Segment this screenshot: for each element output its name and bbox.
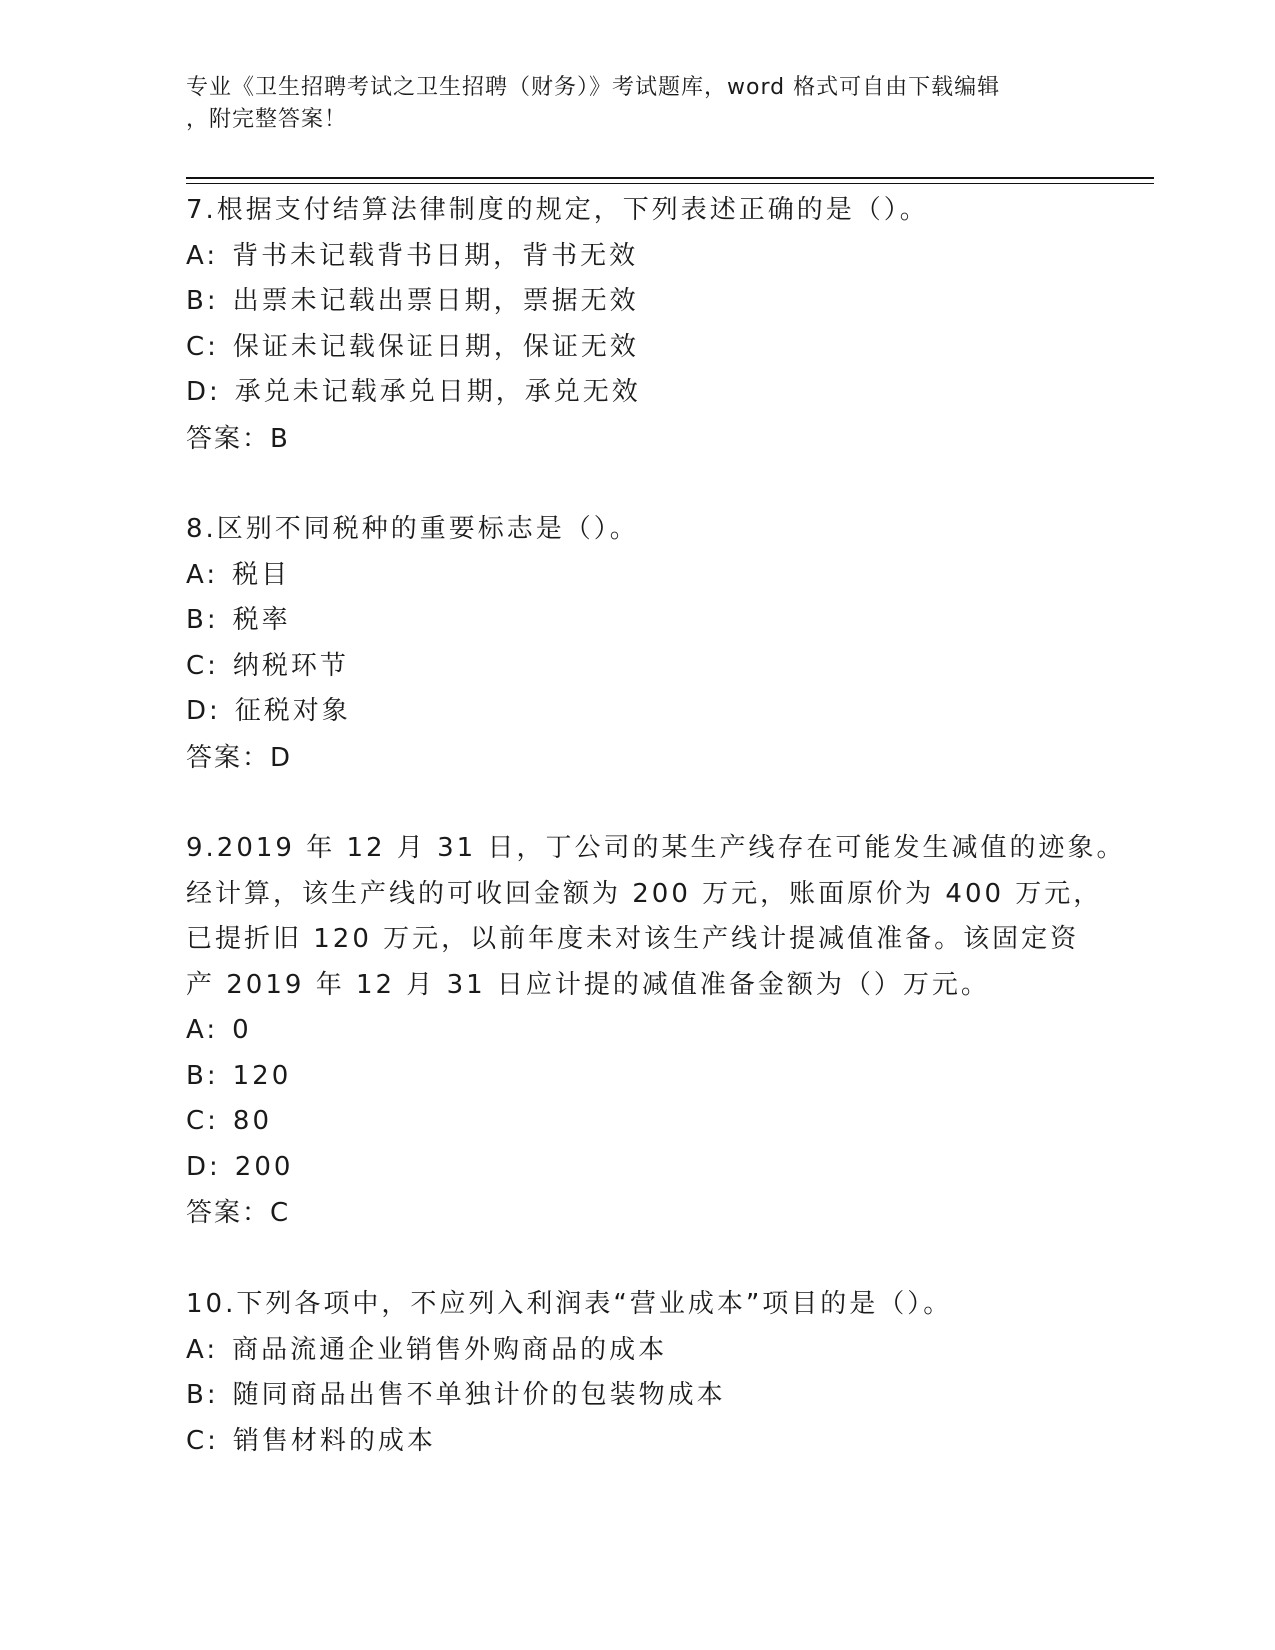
option-a (186, 1328, 1086, 1374)
header-divider-thick (186, 177, 1154, 179)
question-9 (186, 826, 1126, 1236)
option-b (186, 1373, 1086, 1419)
question-10 (186, 1282, 1086, 1464)
document-header (186, 72, 1086, 136)
option-key: A: (186, 1015, 219, 1045)
option-key: D: (186, 1151, 221, 1182)
option-text: 背书未记载背书日期，背书无效 (232, 240, 639, 271)
question-stem: 7.根据支付结算法律制度的规定，下列表述正确的是（）。 (186, 195, 929, 225)
option-key: C: (186, 650, 219, 681)
option-b (186, 279, 1086, 325)
header-line-1: 专业《卫生招聘考试之卫生招聘（财务）》考试题库，word 格式可自由下载编辑 (186, 75, 1001, 100)
question-stem-line-1: 9.2019 年 12 月 31 日，丁公司的某生产线存在可能发生减值的迹象。 (186, 833, 1126, 863)
option-key: B: (186, 286, 219, 316)
option-key: D: (186, 696, 221, 726)
option-text: 200 (234, 1151, 294, 1182)
option-text: 保证未记载保证日期，保证无效 (232, 331, 639, 362)
option-key: D: (186, 377, 221, 407)
option-text: 纳税环节 (232, 650, 349, 681)
header-divider-thin (186, 183, 1154, 184)
option-text: 商品流通企业销售外购商品的成本 (232, 1334, 668, 1365)
header-line-2: ，附完整答案！ (186, 107, 348, 132)
option-key: A: (186, 559, 219, 590)
option-d (186, 689, 1086, 735)
option-key: B: (186, 605, 219, 635)
option-key: A: (186, 1334, 219, 1365)
option-text: 0 (232, 1015, 252, 1045)
answer-line: 答案：B (186, 423, 290, 454)
option-a (186, 553, 1086, 599)
option-d (186, 1145, 1086, 1191)
answer-line: 答案：D (186, 742, 293, 773)
option-text: 征税对象 (234, 696, 351, 726)
answer-line: 答案：C (186, 1198, 291, 1228)
option-text: 120 (232, 1060, 292, 1091)
question-stem: 8.区别不同税种的重要标志是（）。 (186, 514, 639, 544)
option-key: C: (186, 331, 219, 362)
option-c (186, 1419, 1086, 1465)
option-a (186, 234, 1086, 280)
option-b (186, 1054, 1086, 1100)
option-text: 出票未记载出票日期，票据无效 (232, 286, 639, 316)
option-d (186, 370, 1086, 416)
option-text: 承兑未记载承兑日期，承兑无效 (234, 377, 641, 407)
option-text: 随同商品出售不单独计价的包装物成本 (232, 1380, 726, 1410)
option-text: 销售材料的成本 (232, 1425, 436, 1456)
question-stem-line-4: 产 2019 年 12 月 31 日应计提的减值准备金额为（）万元。 (186, 969, 990, 1000)
question-stem-line-3: 已提折旧 120 万元，以前年度未对该生产线计提减值准备。该固定资 (186, 924, 1080, 954)
option-key: C: (186, 1106, 219, 1136)
option-text: 80 (232, 1106, 273, 1136)
option-text: 税率 (232, 605, 291, 635)
option-key: B: (186, 1380, 219, 1410)
option-key: B: (186, 1060, 219, 1091)
option-c (186, 644, 1086, 690)
question-stem: 10.下列各项中，不应列入利润表“营业成本”项目的是（）。 (186, 1289, 953, 1319)
question-stem-line-2: 经计算，该生产线的可收回金额为 200 万元，账面原价为 400 万元， (186, 878, 1103, 909)
option-c (186, 325, 1086, 371)
question-8 (186, 507, 1086, 781)
option-text: 税目 (232, 559, 291, 590)
option-key: C: (186, 1425, 219, 1456)
option-b (186, 598, 1086, 644)
question-7 (186, 188, 1086, 462)
option-c (186, 1099, 1086, 1145)
option-a (186, 1008, 1086, 1054)
option-key: A: (186, 240, 219, 271)
